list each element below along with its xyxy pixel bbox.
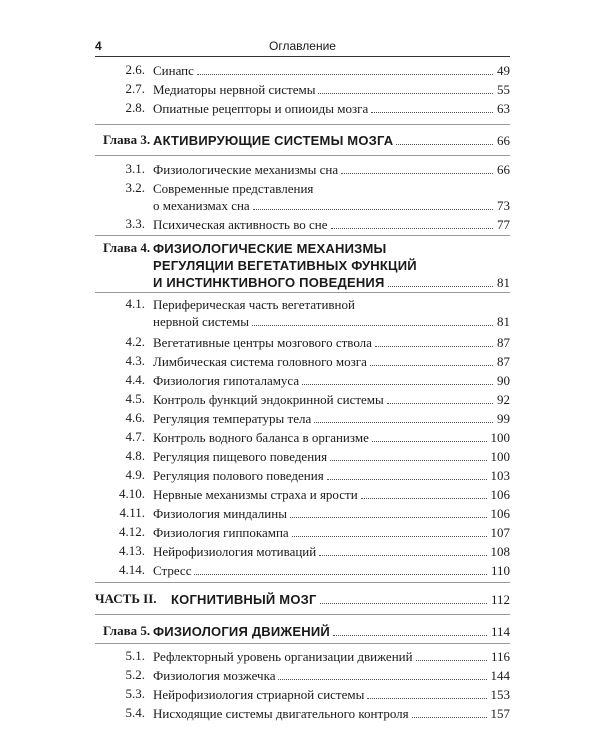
dot-leader: [416, 659, 487, 661]
page-number: 4: [95, 39, 102, 53]
chapter-number: Глава 3.: [103, 132, 151, 147]
chapter-number: Глава 5.: [103, 623, 151, 638]
entry-title: Стресс: [153, 563, 192, 578]
chapter-title: ФИЗИОЛОГИЯ ДВИЖЕНИЙ: [153, 624, 330, 639]
dot-leader: [333, 634, 487, 636]
entry-number: 5.3.: [125, 686, 145, 701]
dot-leader: [388, 285, 493, 287]
entry-number: 4.6.: [125, 410, 145, 425]
running-header: [95, 38, 510, 57]
running-title: Оглавление: [269, 39, 336, 53]
entry-page: 87: [497, 335, 510, 350]
entry-page: 81: [497, 314, 510, 329]
entry-title: Регуляция полового поведения: [153, 468, 324, 483]
chapter-title-line: ФИЗИОЛОГИЧЕСКИЕ МЕХАНИЗМЫ: [153, 241, 387, 256]
entry-title: Регуляция пищевого поведения: [153, 449, 328, 464]
entry-page: 87: [497, 354, 510, 369]
entry-number: 3.1.: [125, 161, 145, 176]
separator-line: [95, 643, 510, 644]
dot-leader: [314, 421, 493, 423]
entry-page: 153: [490, 687, 510, 702]
entry-title: Физиологические механизмы сна: [153, 162, 339, 177]
entry-title: Контроль функций эндокринной системы: [153, 392, 384, 407]
entry-title: Нейрофизиология стриарной системы: [153, 687, 365, 702]
entry-number: 4.11.: [119, 505, 145, 520]
dot-leader: [302, 383, 493, 385]
dot-leader: [387, 402, 493, 404]
entry-number: 4.9.: [125, 467, 145, 482]
dot-leader: [318, 92, 493, 94]
entry-title: Физиология гипоталамуса: [153, 373, 300, 388]
entry-title: Вегетативные центры мозгового ствола: [153, 335, 372, 350]
entry-number: 4.5.: [125, 391, 145, 406]
entry-page: 90: [497, 373, 510, 388]
dot-leader: [319, 554, 486, 556]
entry-number: 4.14.: [119, 562, 145, 577]
dot-leader: [253, 208, 493, 210]
entry-page: 63: [497, 101, 510, 116]
dot-leader: [331, 227, 494, 229]
chapter-title: И ИНСТИНКТИВНОГО ПОВЕДЕНИЯ: [153, 275, 385, 290]
separator-line: [95, 614, 510, 615]
chapter-page: 81: [497, 275, 510, 290]
dot-leader: [412, 716, 487, 718]
entry-title: Психическая активность во сне: [153, 217, 328, 232]
dot-leader: [330, 459, 486, 461]
entry-page: 106: [490, 487, 510, 502]
entry-number: 4.12.: [119, 524, 145, 539]
entry-number: 4.7.: [125, 429, 145, 444]
entry-title: Регуляция температуры тела: [153, 411, 312, 426]
part-title: КОГНИТИВНЫЙ МОЗГ: [171, 592, 317, 607]
entry-page: 108: [490, 544, 510, 559]
chapter-title-line: РЕГУЛЯЦИИ ВЕГЕТАТИВНЫХ ФУНКЦИЙ: [153, 258, 417, 273]
entry-number: 4.10.: [119, 486, 145, 501]
dot-leader: [371, 111, 493, 113]
part-number: ЧАСТЬ II.: [95, 591, 157, 606]
entry-page: 99: [497, 411, 510, 426]
entry-title: Синапс: [153, 63, 194, 78]
dot-leader: [341, 172, 493, 174]
entry-title-line: Периферическая часть вегетативной: [153, 297, 355, 312]
dot-leader: [372, 440, 487, 442]
entry-number: 3.2.: [125, 180, 145, 195]
separator-line: [95, 582, 510, 583]
dot-leader: [278, 678, 486, 680]
entry-number: 5.2.: [125, 667, 145, 682]
entry-page: 107: [490, 525, 510, 540]
entry-number: 5.1.: [125, 648, 145, 663]
entry-page: 103: [490, 468, 510, 483]
chapter-title: АКТИВИРУЮЩИЕ СИСТЕМЫ МОЗГА: [153, 133, 394, 148]
entry-title: Нисходящие системы двигательного контроля: [153, 706, 409, 721]
entry-number: 2.8.: [125, 100, 145, 115]
entry-number: 5.4.: [125, 705, 145, 720]
entry-page: 106: [490, 506, 510, 521]
entry-number: 2.6.: [125, 62, 145, 77]
dot-leader: [252, 324, 493, 326]
entry-page: 92: [497, 392, 510, 407]
dot-leader: [197, 73, 493, 75]
part-page: 112: [490, 592, 510, 607]
separator-line: [95, 235, 510, 236]
dot-leader: [375, 345, 493, 347]
entry-page: 116: [490, 649, 510, 664]
entry-page: 73: [497, 198, 510, 213]
entry-page: 110: [490, 563, 510, 578]
entry-page: 66: [497, 162, 510, 177]
entry-number: 2.7.: [125, 81, 145, 96]
entry-number: 4.13.: [119, 543, 145, 558]
entry-number: 4.4.: [125, 372, 145, 387]
dot-leader: [292, 535, 487, 537]
entry-title: Медиаторы нервной системы: [153, 82, 316, 97]
dot-leader: [367, 697, 486, 699]
chapter-page: 114: [490, 624, 510, 639]
entry-title: Нейрофизиология мотиваций: [153, 544, 317, 559]
entry-number: 4.2.: [125, 334, 145, 349]
entry-title: Нервные механизмы страха и ярости: [153, 487, 358, 502]
entry-page: 144: [490, 668, 510, 683]
entry-page: 100: [490, 449, 510, 464]
dot-leader: [396, 143, 493, 145]
entry-title: Физиология гиппокампа: [153, 525, 289, 540]
entry-title: Рефлекторный уровень организации движений: [153, 649, 413, 664]
entry-title: о механизмах сна: [153, 198, 250, 213]
separator-line: [95, 292, 510, 293]
separator-line: [95, 155, 510, 156]
dot-leader: [194, 573, 486, 575]
entry-title-line: Современные представления: [153, 181, 314, 196]
chapter-page: 66: [497, 133, 510, 148]
entry-number: 4.1.: [125, 296, 145, 311]
dot-leader: [370, 364, 493, 366]
dot-leader: [327, 478, 487, 480]
entry-title: Контроль водного баланса в организме: [153, 430, 369, 445]
dot-leader: [361, 497, 487, 499]
entry-title: Физиология миндалины: [153, 506, 287, 521]
dot-leader: [290, 516, 487, 518]
entry-page: 49: [497, 63, 510, 78]
dot-leader: [320, 602, 487, 604]
entry-number: 4.3.: [125, 353, 145, 368]
separator-line: [95, 124, 510, 125]
entry-number: 3.3.: [125, 216, 145, 231]
entry-page: 157: [490, 706, 510, 721]
entry-page: 55: [497, 82, 510, 97]
entry-number: 4.8.: [125, 448, 145, 463]
entry-title: Физиология мозжечка: [153, 668, 276, 683]
chapter-number: Глава 4.: [103, 240, 151, 255]
entry-page: 100: [490, 430, 510, 445]
entry-title: Опиатные рецепторы и опиоиды мозга: [153, 101, 369, 116]
entry-title: Лимбическая система головного мозга: [153, 354, 367, 369]
entry-page: 77: [497, 217, 510, 232]
entry-title: нервной системы: [153, 314, 249, 329]
